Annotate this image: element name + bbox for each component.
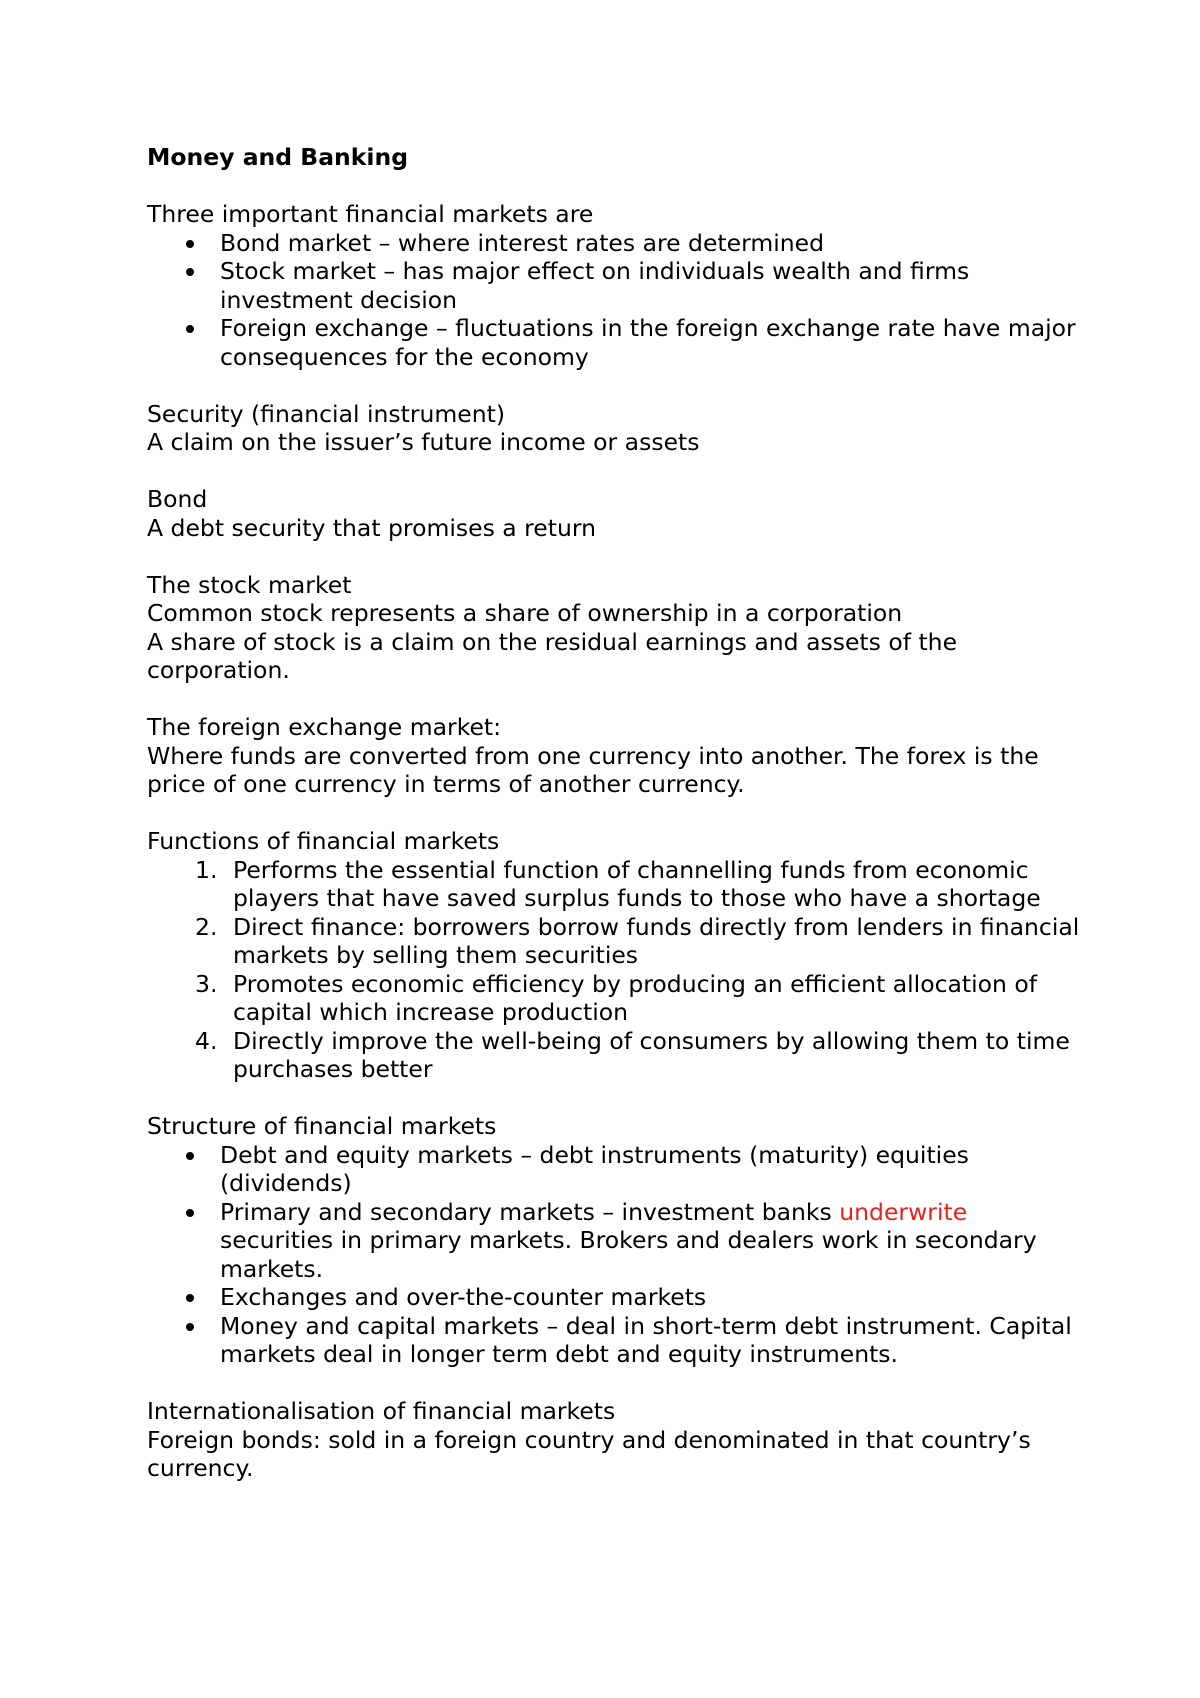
list-number: 3. bbox=[195, 969, 218, 998]
bond-definition: A debt security that promises a return bbox=[147, 513, 597, 542]
list-item: Debt and equity markets – debt instruments (maturity) equities (dividends) bbox=[147, 1141, 1087, 1198]
list-item: Foreign exchange – fluctuations in the foreign exchange rate have major consequences for the economy bbox=[147, 314, 1087, 371]
security-heading: Security (financial instrument) bbox=[147, 399, 506, 428]
structure-list bbox=[147, 1141, 1087, 1369]
list-item-text: Primary and secondary markets – investment banks bbox=[220, 1197, 840, 1226]
functions-list bbox=[147, 856, 1087, 1084]
list-item-text: Directly improve the well-being of consumers by allowing them to time purchases better bbox=[233, 1026, 1070, 1083]
list-item: Money and capital markets – deal in short-term debt instrument. Capital markets deal in longer term debt and equity instruments. bbox=[147, 1312, 1087, 1369]
bond-heading: Bond bbox=[147, 485, 208, 513]
list-item-text: Direct finance: borrowers borrow funds directly from lenders in financial markets by selling them securities bbox=[233, 912, 1080, 969]
list-item bbox=[147, 1198, 1087, 1284]
internationalisation-heading: Internationalisation of financial markets bbox=[147, 1397, 616, 1425]
list-item bbox=[147, 970, 1087, 1027]
structure-heading: Structure of financial markets bbox=[147, 1112, 497, 1140]
list-number: 2. bbox=[195, 912, 218, 941]
document-title: Money and Banking bbox=[147, 143, 409, 171]
list-item bbox=[147, 913, 1087, 970]
list-item-text: Performs the essential function of channelling funds from economic players that have saved surplus funds to those who have a shortage bbox=[233, 855, 1041, 912]
stock-text: A share of stock is a claim on the residual earnings and assets of the corporation. bbox=[147, 627, 958, 684]
intro-text: Three important financial markets are bbox=[147, 200, 594, 228]
list-item: Stock market – has major effect on individuals wealth and firms investment decision bbox=[147, 257, 1087, 314]
internationalisation-definition: Foreign bonds: sold in a foreign country and denominated in that country’s currency. bbox=[147, 1425, 1031, 1482]
list-item-text: securities in primary markets. Brokers and dealers work in secondary markets. bbox=[220, 1226, 1037, 1283]
list-item: Exchanges and over-the-counter markets bbox=[147, 1283, 1087, 1312]
markets-list bbox=[147, 229, 1087, 372]
list-item-text: Promotes economic efficiency by producing an efficient allocation of capital which increase production bbox=[233, 969, 1038, 1026]
forex-definition: Where funds are converted from one currency into another. The forex is the price of one currency in terms of another currency. bbox=[147, 741, 1039, 798]
stock-heading: The stock market bbox=[147, 570, 352, 599]
list-item bbox=[147, 856, 1087, 913]
functions-heading: Functions of financial markets bbox=[147, 827, 500, 855]
security-definition: A claim on the issuer’s future income or assets bbox=[147, 428, 700, 456]
list-number: 1. bbox=[195, 855, 218, 884]
list-item bbox=[147, 1027, 1087, 1084]
stock-text: Common stock represents a share of ownership in a corporation bbox=[147, 599, 903, 627]
forex-heading: The foreign exchange market: bbox=[147, 713, 502, 741]
list-number: 4. bbox=[195, 1026, 218, 1055]
highlighted-term: underwrite bbox=[839, 1197, 968, 1226]
list-item: Bond market – where interest rates are determined bbox=[147, 229, 1087, 258]
document-page bbox=[147, 143, 1087, 1483]
